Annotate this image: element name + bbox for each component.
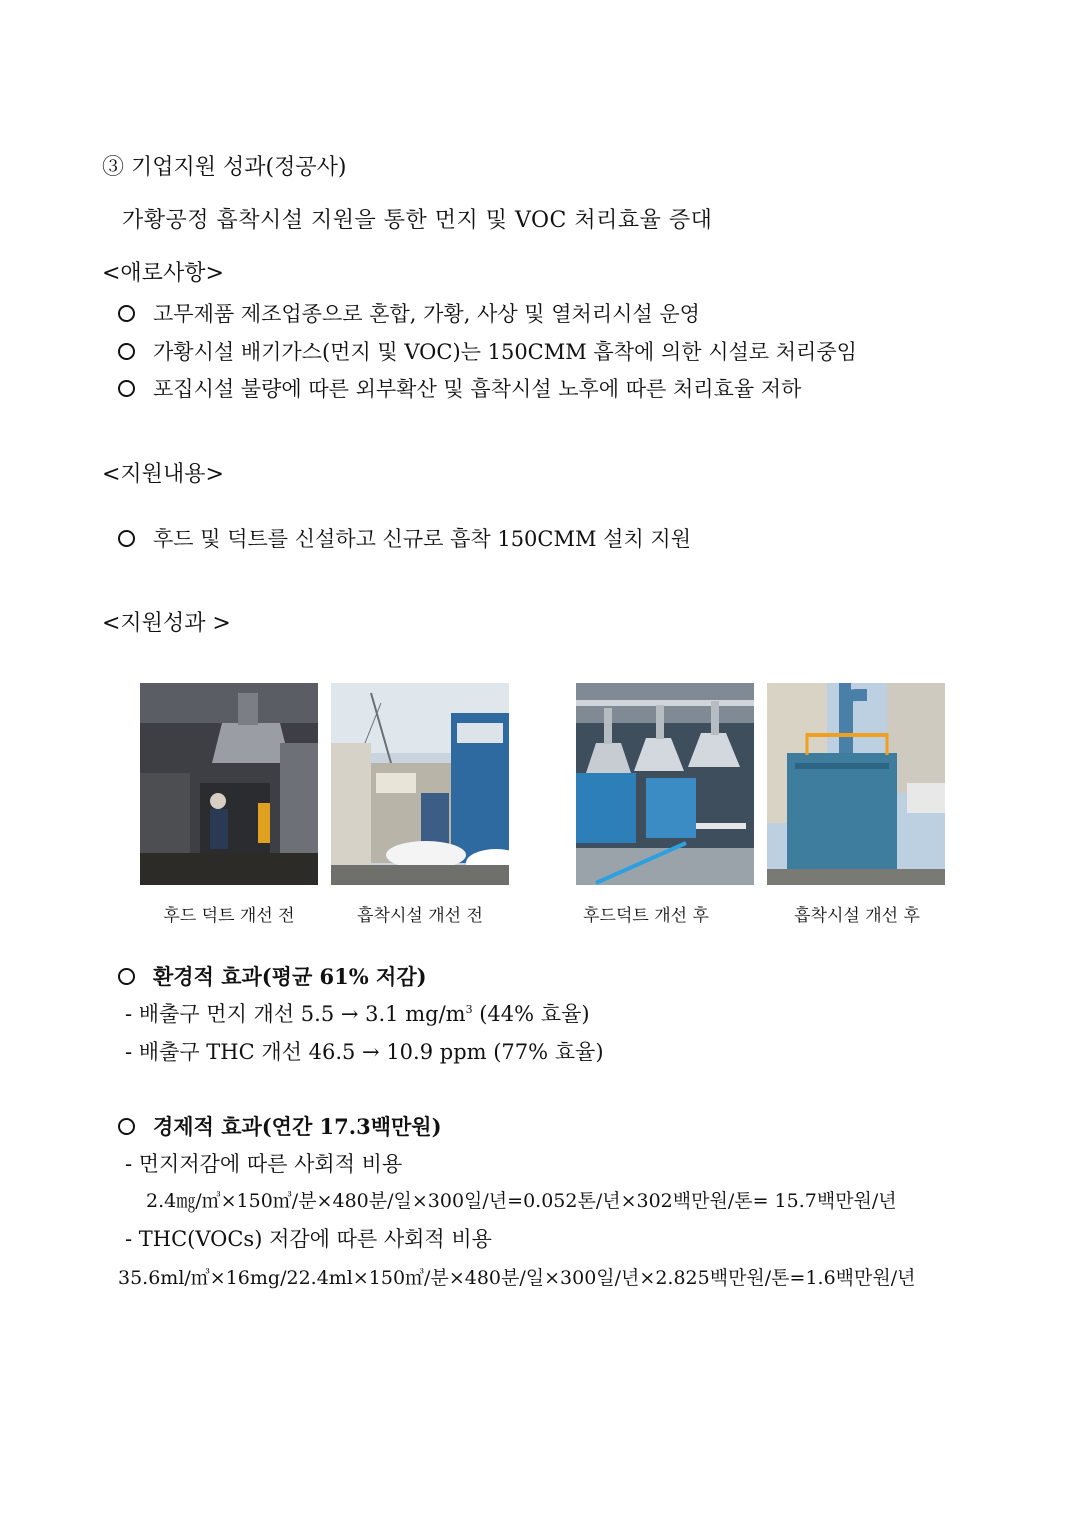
list-item: 고무제품 제조업종으로 혼합, 가황, 사상 및 열처리시설 운영	[118, 298, 700, 328]
photo-caption: 흡착시설 개선 전	[357, 906, 483, 926]
econ-effect-heading: 경제적 효과(연간 17.3백만원)	[118, 1111, 442, 1141]
list-item: 후드 및 덕트를 신설하고 신규로 흡착 150CMM 설치 지원	[118, 523, 691, 553]
photo-caption: 후드덕트 개선 후	[583, 906, 709, 926]
circle-bullet-icon	[118, 305, 135, 322]
dust-improvement-line: - 배출구 먼지 개선 5.5 → 3.1 $mg/m^3$ (44% 효율)	[125, 1002, 590, 1026]
photo-hood-duct-after	[576, 683, 754, 885]
list-item: 포집시설 불량에 따른 외부확산 및 흡착시설 노후에 따른 처리효율 저하	[118, 373, 801, 403]
list-item: 가황시설 배기가스(먼지 및 VOC)는 150CMM 흡착에 의한 시설로 처리중임	[118, 336, 857, 366]
circle-bullet-icon	[118, 343, 135, 360]
thc-cost-title: - THC(VOCs) 저감에 따른 사회적 비용	[125, 1227, 492, 1251]
photo-caption: 흡착시설 개선 후	[794, 906, 920, 926]
circle-bullet-icon	[118, 1118, 135, 1135]
document-subtitle: 가황공정 흡착시설 지원을 통한 먼지 및 VOC 처리효율 증대	[122, 208, 713, 233]
circle-bullet-icon	[118, 968, 135, 985]
results-heading: <지원성과 >	[102, 611, 231, 636]
dust-cost-title: - 먼지저감에 따른 사회적 비용	[125, 1152, 403, 1176]
thc-improvement-line: - 배출구 THC 개선 46.5 → 10.9 ppm (77% 효율)	[125, 1040, 604, 1064]
circle-bullet-icon	[118, 380, 135, 397]
photo-caption: 후드 덕트 개선 전	[163, 906, 295, 926]
photo-adsorption-after	[767, 683, 945, 885]
dust-cost-calc: 2.4㎎/㎥×150㎥/분×480분/일×300일/년=0.052톤/년×302백만원/톤= 15.7백만원/년	[146, 1190, 897, 1212]
thc-cost-calc: 35.6ml/㎥×16mg/22.4ml×150㎥/분×480분/일×300일/년×2.825백만원/톤=1.6백만원/년	[118, 1267, 916, 1289]
difficulties-heading: <애로사항>	[102, 261, 224, 286]
section-title: ③ 기업지원 성과(정공사)	[102, 155, 347, 180]
photo-adsorption-before	[331, 683, 509, 885]
support-heading: <지원내용>	[102, 462, 224, 487]
photo-hood-duct-before	[140, 683, 318, 885]
circle-bullet-icon	[118, 530, 135, 547]
env-effect-heading: 환경적 효과(평균 61% 저감)	[118, 961, 427, 991]
